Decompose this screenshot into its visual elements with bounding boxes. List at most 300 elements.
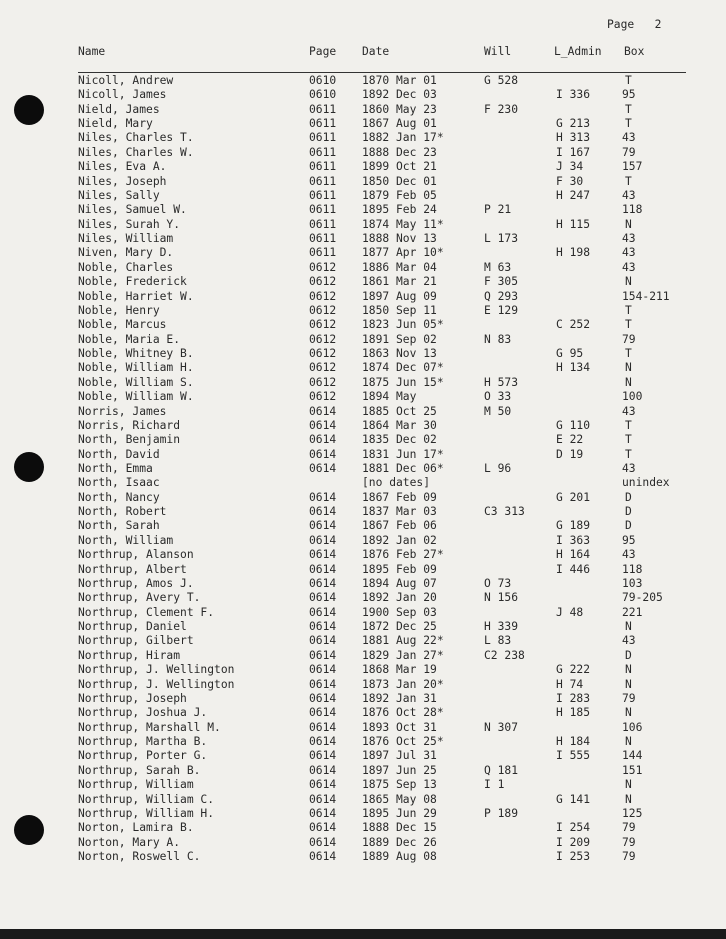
cell-will: G 528: [484, 74, 519, 87]
cell-name: Northrup, William: [78, 778, 194, 792]
cell-name: Niles, Sally: [78, 188, 160, 202]
cell-box: N: [625, 620, 632, 634]
cell-l-admin: G 189: [556, 519, 591, 533]
col-header-page: Page: [309, 45, 337, 58]
cell-l-admin: F 30: [556, 174, 584, 188]
cell-name: Niles, Surah Y.: [78, 217, 181, 231]
cell-name: Niles, Charles T.: [78, 131, 194, 145]
cell-page: 0614: [309, 461, 337, 475]
cell-name: Norton, Roswell C.: [78, 849, 201, 863]
table-row: [0, 620, 726, 634]
cell-l-admin: C 252: [556, 318, 591, 332]
cell-l-admin: I 555: [556, 749, 591, 763]
cell-date: 1874 Dec 07*: [362, 361, 444, 375]
cell-date: 1837 Mar 03: [362, 505, 437, 519]
table-row: [0, 146, 726, 160]
table-row: [0, 232, 726, 246]
cell-l-admin: J 48: [556, 605, 584, 619]
cell-box: T: [625, 418, 632, 432]
cell-date: 1892 Dec 03: [362, 88, 437, 102]
cell-name: Niles, William: [78, 232, 174, 246]
cell-page: 0614: [309, 533, 337, 547]
cell-date: 1868 Mar 19: [362, 663, 437, 677]
cell-box: N: [625, 217, 632, 231]
table-row: [0, 103, 726, 117]
col-header-will: Will: [484, 45, 512, 58]
cell-box: N: [625, 275, 632, 289]
table-row: [0, 88, 726, 102]
cell-page: 0611: [309, 131, 337, 145]
cell-date: 1893 Oct 31: [362, 720, 437, 734]
table-row: [0, 735, 726, 749]
cell-box: 79-205: [622, 591, 663, 605]
table-row: [0, 290, 726, 304]
cell-box: 43: [622, 548, 636, 562]
cell-page: 0614: [309, 576, 337, 590]
col-header-l-admin: L_Admin: [554, 45, 602, 58]
table-row: [0, 117, 726, 131]
table-row: [0, 534, 726, 548]
cell-page: 0612: [309, 318, 337, 332]
cell-box: T: [625, 117, 632, 131]
cell-date: 1899 Oct 21: [362, 160, 437, 174]
cell-page: 0614: [309, 418, 337, 432]
table-row: [0, 491, 726, 505]
table-row: [0, 433, 726, 447]
cell-box: T: [625, 347, 632, 361]
page-number: 2: [654, 18, 662, 31]
cell-l-admin: E 22: [556, 433, 584, 447]
cell-box: D: [625, 519, 632, 533]
cell-date: 1850 Dec 01: [362, 174, 437, 188]
cell-box: D: [625, 505, 632, 519]
cell-page: 0614: [309, 605, 337, 619]
cell-name: Northrup, Albert: [78, 562, 187, 576]
cell-box: 79: [622, 691, 636, 705]
cell-name: Northrup, J. Wellington: [78, 663, 235, 677]
cell-date: 1873 Jan 20*: [362, 677, 444, 691]
cell-box: 154-211: [622, 289, 670, 303]
cell-date: 1897 Aug 09: [362, 289, 437, 303]
cell-date: 1892 Jan 02: [362, 533, 437, 547]
table-row: [0, 74, 726, 88]
cell-will: C2 238: [484, 648, 525, 662]
table-row: [0, 721, 726, 735]
cell-box: 43: [622, 188, 636, 202]
cell-page: 0614: [309, 490, 337, 504]
cell-name: Niles, Joseph: [78, 174, 167, 188]
cell-page: 0614: [309, 735, 337, 749]
cell-page: 0614: [309, 562, 337, 576]
cell-name: Nield, James: [78, 102, 160, 116]
cell-name: North, Emma: [78, 461, 153, 475]
cell-name: North, Benjamin: [78, 433, 181, 447]
table-row: [0, 606, 726, 620]
cell-will: F 305: [484, 275, 519, 289]
table-row: [0, 419, 726, 433]
cell-name: Northrup, Sarah B.: [78, 763, 201, 777]
cell-date: 1870 Mar 01: [362, 74, 437, 87]
cell-page: 0614: [309, 792, 337, 806]
table-row: [0, 361, 726, 375]
cell-name: Niles, Charles W.: [78, 145, 194, 159]
cell-name: Northrup, Daniel: [78, 620, 187, 634]
cell-name: North, David: [78, 447, 160, 461]
table-row: [0, 807, 726, 821]
cell-name: North, Isaac: [78, 476, 160, 490]
cell-page: 0614: [309, 505, 337, 519]
cell-box: D: [625, 490, 632, 504]
cell-page: 0612: [309, 390, 337, 404]
cell-box: 118: [622, 562, 643, 576]
cell-name: Niles, Eva A.: [78, 160, 167, 174]
cell-date: 1864 Mar 30: [362, 418, 437, 432]
cell-name: Noble, Harriet W.: [78, 289, 194, 303]
cell-l-admin: I 253: [556, 849, 591, 863]
cell-date: 1867 Feb 06: [362, 519, 437, 533]
cell-date: 1897 Jul 31: [362, 749, 437, 763]
cell-date: 1829 Jan 27*: [362, 648, 444, 662]
table-row: [0, 678, 726, 692]
cell-will: F 230: [484, 102, 519, 116]
cell-name: North, Sarah: [78, 519, 160, 533]
cell-l-admin: G 213: [556, 117, 591, 131]
cell-name: Northrup, Avery T.: [78, 591, 201, 605]
cell-name: North, William: [78, 533, 174, 547]
cell-page: 0614: [309, 835, 337, 849]
cell-box: 43: [622, 246, 636, 260]
cell-date: 1892 Jan 31: [362, 691, 437, 705]
cell-box: T: [625, 102, 632, 116]
cell-will: H 339: [484, 620, 519, 634]
cell-date: 1835 Dec 02: [362, 433, 437, 447]
cell-page: 0612: [309, 260, 337, 274]
cell-name: Northrup, Martha B.: [78, 735, 208, 749]
table-row: [0, 218, 726, 232]
cell-box: N: [625, 677, 632, 691]
table-row: [0, 275, 726, 289]
table-row: [0, 793, 726, 807]
cell-name: Norris, James: [78, 404, 167, 418]
cell-date: 1860 May 23: [362, 102, 437, 116]
table-row: [0, 591, 726, 605]
cell-date: 1877 Apr 10*: [362, 246, 444, 260]
cell-box: N: [625, 706, 632, 720]
cell-date: 1876 Feb 27*: [362, 548, 444, 562]
cell-box: 43: [622, 404, 636, 418]
cell-name: Northrup, Hiram: [78, 648, 181, 662]
cell-l-admin: G 95: [556, 347, 584, 361]
cell-name: Nield, Mary: [78, 117, 153, 131]
cell-date: 1895 Feb 09: [362, 562, 437, 576]
cell-page: 0614: [309, 778, 337, 792]
cell-page: 0614: [309, 404, 337, 418]
cell-name: Northrup, Marshall M.: [78, 720, 221, 734]
cell-l-admin: H 185: [556, 706, 591, 720]
cell-will: O 33: [484, 390, 512, 404]
cell-box: 43: [622, 634, 636, 648]
cell-will: L 173: [484, 232, 519, 246]
table-row: [0, 663, 726, 677]
cell-box: N: [625, 361, 632, 375]
cell-l-admin: H 74: [556, 677, 584, 691]
col-header-date: Date: [362, 45, 390, 58]
table-row: [0, 749, 726, 763]
cell-page: 0614: [309, 519, 337, 533]
cell-will: L 96: [484, 461, 512, 475]
page-label: Page: [607, 18, 635, 31]
cell-date: 1863 Nov 13: [362, 347, 437, 361]
cell-l-admin: H 134: [556, 361, 591, 375]
cell-page: 0612: [309, 332, 337, 346]
cell-box: 100: [622, 390, 643, 404]
cell-box: 79: [622, 835, 636, 849]
cell-page: 0614: [309, 706, 337, 720]
page-indicator: [607, 18, 661, 31]
cell-box: 79: [622, 145, 636, 159]
cell-box: N: [625, 375, 632, 389]
cell-date: 1875 Jun 15*: [362, 375, 444, 389]
cell-box: 144: [622, 749, 643, 763]
cell-date: 1867 Feb 09: [362, 490, 437, 504]
scan-edge: [0, 929, 726, 939]
cell-will: M 50: [484, 404, 512, 418]
table-row: [0, 692, 726, 706]
cell-will: O 73: [484, 576, 512, 590]
cell-box: 95: [622, 533, 636, 547]
cell-name: Northrup, Joseph: [78, 691, 187, 705]
cell-l-admin: I 209: [556, 835, 591, 849]
cell-page: 0611: [309, 203, 337, 217]
cell-l-admin: I 254: [556, 821, 591, 835]
table-row: [0, 304, 726, 318]
cell-page: 0610: [309, 74, 337, 87]
cell-box: 43: [622, 260, 636, 274]
cell-name: North, Nancy: [78, 490, 160, 504]
cell-name: Nicoll, Andrew: [78, 74, 174, 87]
table-row: [0, 333, 726, 347]
cell-date: 1882 Jan 17*: [362, 131, 444, 145]
cell-page: 0611: [309, 145, 337, 159]
cell-name: Noble, Whitney B.: [78, 347, 194, 361]
cell-page: 0611: [309, 117, 337, 131]
cell-page: 0614: [309, 620, 337, 634]
cell-l-admin: I 167: [556, 145, 591, 159]
cell-name: Norris, Richard: [78, 418, 181, 432]
cell-name: Noble, Charles: [78, 260, 174, 274]
cell-l-admin: D 19: [556, 447, 584, 461]
cell-page: 0611: [309, 232, 337, 246]
cell-page: 0614: [309, 447, 337, 461]
cell-will: P 21: [484, 203, 512, 217]
cell-page: 0614: [309, 433, 337, 447]
cell-box: N: [625, 735, 632, 749]
cell-will: P 189: [484, 806, 519, 820]
cell-date: 1892 Jan 20: [362, 591, 437, 605]
col-header-box: Box: [624, 45, 645, 58]
cell-date: 1823 Jun 05*: [362, 318, 444, 332]
cell-l-admin: I 336: [556, 88, 591, 102]
cell-date: 1897 Jun 25: [362, 763, 437, 777]
cell-l-admin: G 222: [556, 663, 591, 677]
cell-name: Niles, Samuel W.: [78, 203, 187, 217]
cell-name: Northrup, Clement F.: [78, 605, 215, 619]
cell-date: 1888 Nov 13: [362, 232, 437, 246]
cell-box: 43: [622, 461, 636, 475]
cell-date: 1872 Dec 25: [362, 620, 437, 634]
table-row: [0, 764, 726, 778]
cell-page: 0611: [309, 174, 337, 188]
cell-name: Noble, Maria E.: [78, 332, 181, 346]
cell-box: 95: [622, 88, 636, 102]
table-row: [0, 634, 726, 648]
cell-page: 0611: [309, 160, 337, 174]
cell-date: 1867 Aug 01: [362, 117, 437, 131]
cell-name: Northrup, Amos J.: [78, 576, 194, 590]
cell-page: 0612: [309, 347, 337, 361]
cell-date: 1889 Dec 26: [362, 835, 437, 849]
cell-name: Niven, Mary D.: [78, 246, 174, 260]
cell-name: Noble, William W.: [78, 390, 194, 404]
cell-name: Noble, William S.: [78, 375, 194, 389]
cell-page: 0612: [309, 275, 337, 289]
cell-page: 0611: [309, 217, 337, 231]
cell-date: 1894 May: [362, 390, 417, 404]
cell-box: T: [625, 174, 632, 188]
table-row: [0, 390, 726, 404]
cell-date: 1895 Jun 29: [362, 806, 437, 820]
table-row: [0, 476, 726, 490]
cell-page: 0614: [309, 677, 337, 691]
table-row: [0, 836, 726, 850]
cell-box: T: [625, 433, 632, 447]
cell-name: Northrup, William H.: [78, 806, 215, 820]
cell-box: 118: [622, 203, 643, 217]
cell-box: 125: [622, 806, 643, 820]
cell-name: Northrup, J. Wellington: [78, 677, 235, 691]
cell-l-admin: G 141: [556, 792, 591, 806]
cell-page: 0614: [309, 591, 337, 605]
cell-box: 157: [622, 160, 643, 174]
cell-page: 0612: [309, 303, 337, 317]
cell-page: 0614: [309, 548, 337, 562]
cell-page: 0614: [309, 663, 337, 677]
header-rule: [78, 72, 686, 73]
cell-will: I 1: [484, 778, 505, 792]
cell-page: 0614: [309, 806, 337, 820]
table-row: [0, 778, 726, 792]
table-row: [0, 505, 726, 519]
cell-date: 1889 Aug 08: [362, 849, 437, 863]
table-row: [0, 519, 726, 533]
cell-date: [no dates]: [362, 476, 431, 490]
cell-page: 0614: [309, 763, 337, 777]
cell-page: 0614: [309, 821, 337, 835]
cell-l-admin: I 446: [556, 562, 591, 576]
cell-date: 1876 Oct 28*: [362, 706, 444, 720]
cell-page: 0611: [309, 246, 337, 260]
cell-date: 1894 Aug 07: [362, 576, 437, 590]
table-row: [0, 175, 726, 189]
table-row: [0, 405, 726, 419]
cell-page: 0614: [309, 720, 337, 734]
cell-l-admin: I 283: [556, 691, 591, 705]
cell-box: 79: [622, 821, 636, 835]
cell-date: 1831 Jun 17*: [362, 447, 444, 461]
cell-l-admin: G 110: [556, 418, 591, 432]
cell-name: Nicoll, James: [78, 88, 167, 102]
cell-l-admin: G 201: [556, 490, 591, 504]
cell-l-admin: I 363: [556, 533, 591, 547]
cell-name: Northrup, William C.: [78, 792, 215, 806]
cell-box: N: [625, 663, 632, 677]
cell-date: 1865 May 08: [362, 792, 437, 806]
table-row: [0, 318, 726, 332]
cell-box: D: [625, 648, 632, 662]
cell-l-admin: H 115: [556, 217, 591, 231]
cell-will: M 63: [484, 260, 512, 274]
cell-l-admin: H 164: [556, 548, 591, 562]
table-row: [0, 821, 726, 835]
cell-box: unindex: [622, 476, 670, 490]
cell-date: 1874 May 11*: [362, 217, 444, 231]
cell-box: 151: [622, 763, 643, 777]
table-row: [0, 131, 726, 145]
cell-page: 0614: [309, 749, 337, 763]
cell-date: 1900 Sep 03: [362, 605, 437, 619]
cell-date: 1886 Mar 04: [362, 260, 437, 274]
table-row: [0, 649, 726, 663]
cell-name: Noble, Marcus: [78, 318, 167, 332]
table-row: [0, 261, 726, 275]
cell-name: Noble, Henry: [78, 303, 160, 317]
table-row: [0, 448, 726, 462]
cell-l-admin: H 313: [556, 131, 591, 145]
cell-date: 1885 Oct 25: [362, 404, 437, 418]
cell-box: N: [625, 792, 632, 806]
cell-date: 1850 Sep 11: [362, 303, 437, 317]
table-row: [0, 548, 726, 562]
cell-date: 1875 Sep 13: [362, 778, 437, 792]
cell-l-admin: H 198: [556, 246, 591, 260]
table-row: [0, 376, 726, 390]
cell-date: 1876 Oct 25*: [362, 735, 444, 749]
table-row: [0, 706, 726, 720]
table-row: [0, 203, 726, 217]
cell-page: 0610: [309, 88, 337, 102]
cell-will: H 573: [484, 375, 519, 389]
table-row: [0, 347, 726, 361]
cell-box: T: [625, 447, 632, 461]
col-header-name: Name: [78, 45, 106, 58]
cell-box: 43: [622, 131, 636, 145]
cell-will: N 307: [484, 720, 519, 734]
cell-page: 0614: [309, 691, 337, 705]
cell-name: Norton, Lamira B.: [78, 821, 194, 835]
cell-page: 0614: [309, 634, 337, 648]
cell-will: E 129: [484, 303, 519, 317]
cell-will: Q 293: [484, 289, 519, 303]
cell-name: Northrup, Gilbert: [78, 634, 194, 648]
cell-name: Northrup, Alanson: [78, 548, 194, 562]
cell-page: 0611: [309, 188, 337, 202]
cell-date: 1881 Dec 06*: [362, 461, 444, 475]
cell-box: 79: [622, 332, 636, 346]
cell-date: 1895 Feb 24: [362, 203, 437, 217]
cell-l-admin: H 184: [556, 735, 591, 749]
cell-date: 1888 Dec 23: [362, 145, 437, 159]
cell-box: 43: [622, 232, 636, 246]
